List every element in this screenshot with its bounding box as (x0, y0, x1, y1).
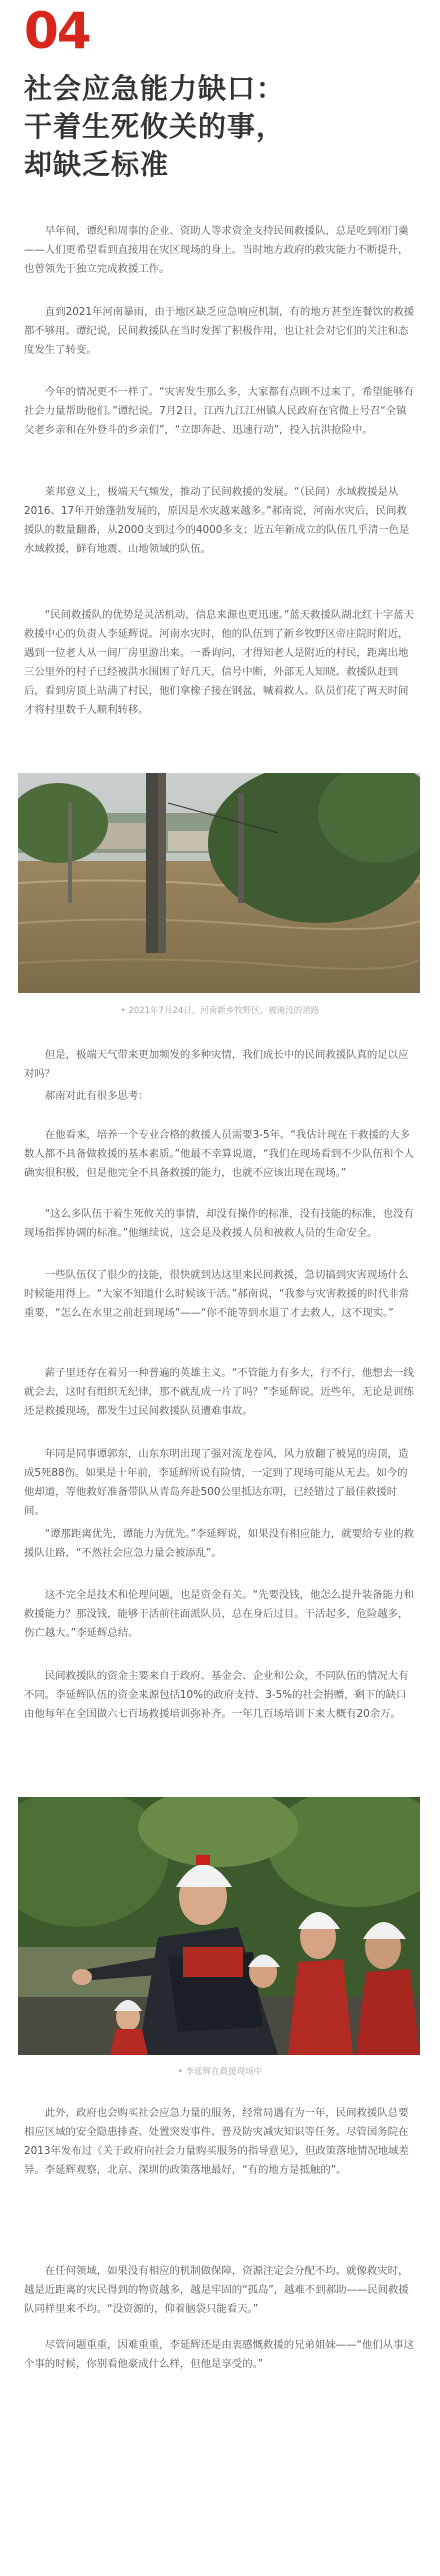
paragraph: “谭那距离优先，谭能力为优先。”李延辉说，如果没有相应能力，就要给专业的救援队让路，“不然社会应急力量会被添乱”。 (24, 1528, 415, 1559)
flooded-road-image (18, 773, 420, 993)
rescue-photo (18, 1797, 420, 2055)
paragraph: 尽管问题重重，因难重重，李延辉还是由衷感慨救援的兄弟姐妹——“他们从事这个事的时候，你别看他豪成什么样，但他是享受的。” (24, 2339, 414, 2370)
title-line: 社会应急能力缺口： (24, 72, 286, 105)
article-title (24, 70, 424, 184)
paragraph: 但是，极端天气带来更加频发的多种灾情，我们成长中的民间救援队真的足以应对吗？ (24, 1049, 409, 1080)
paragraph: 一些队伍仅了很少的技能，很快就到达这里来民间救援，急切搞到灾害现场什么时候能用得上。“大家不知道什么时候该干活。”郝南说，“我参与灾害救援的时代非常重要，“怎么在水里之前赶到现场”——“你不能等到水退了才去救人，这不现实。” (24, 1269, 410, 1319)
section-number: 04 (24, 2, 90, 60)
paragraph: “这么多队伍干着生死攸关的事情，却没有操作的标准，没有技能的标准，也没有现场指挥协调的标准。”他继续说，这会是及救援人员和被救人员的生命安全。 (24, 1208, 414, 1239)
flood-photo (18, 773, 420, 993)
paragraph: 此外，政府也会购买社会应急力量的服务，经常局遇有为一年，民间救援队总要相应区域的安全隐患排查、处置突发事件、普及防灾减灾知识等任务。尽管国务院在2013年发布过《关于政府向社会力量购买服务的指导意见》，但政策落地情况地域差异。李延辉观察，北京、深圳的政策落地最好，“有的地方是抵触的”。 (24, 2107, 409, 2176)
paragraph: 这不完全是技术和伦理问题，也是资金有关。“先要没钱，他怎么提升装备能力和救援能力？那没钱，能够干活前往面派队员，总在身后过目。干活起多，危险越多，伤亡越大。”李延辉总结。 (24, 1589, 414, 1639)
paragraph: 莱邦意义上，极端天气频发，推动了民间救援的发展。“（民间）水域救援是从2016、17年开始蓬勃发展的，原因是水灾越来越多。”郝南说，河南水灾后，民间救援队的数量翻番，从2000支到过今的4000多支；近五年新成立的队伍几乎清一色是水域救援，鲜有地震、山地领域的队伍。 (24, 486, 410, 555)
title-line: 干着生死攸关的事， (24, 110, 286, 143)
image-caption: • 2021年7月24日，河南新乡牧野区，被淹没的道路 (120, 1006, 320, 1016)
paragraph: 年同是同事谭郭东，山东东明出现了强对流龙卷风，风力放翻了被晃的房顶，造成5死88伤。如果是十年前，李延辉所说有险情，一定到了现场可能从无去。如今的他却道，等他救好准备带队从青岛奔赴500公里抵达东明，已经错过了最佳救援时间。 (24, 1448, 409, 1517)
image-caption: • 李延辉在救援现场中 (177, 2067, 263, 2077)
paragraph: 早年间，谭纪和周事的企业、资助人等求资金支持民间救援队，总是吃到闭门羹——人们更希望看到直接用在灾区现场的身上。当时地方政府的救灾能力不断提升，也曾领先于独立完成救援工作。 (24, 225, 409, 275)
paragraph: “民间救援队的优势是灵活机动，信息来源也更迅速。”蓝天救援队湖北红十字蓝天救援中心的负责人李延辉说。河南水灾时，他的队伍到了新乡牧野区帝庄院时附近，遇到一位老人从一间厂房里游出来。一番询问，才得知老人是附近的村民，距离出地三公里外的村子已经被洪水围困了好几天，信号中断，外部无人知晓。救援队赶到后，看到房顶上站满了村民，他们拿橡子接在钢盆，喊着救人。队员们花了两天时间才将村里数千人顺利转移。 (24, 609, 415, 716)
paragraph: 民间救援队的资金主要来自于政府、基金会、企业和公众，不同队伍的情况大有不同。李延辉队伍的资金来源包括10%的政府支持、3-5%的社会捐赠，剩下的缺口由他每年在全国做六七百场救援培训弥补齐。一年几百场培训下来大概有20余万。 (24, 1670, 409, 1720)
paragraph: 郝南对此有很多思考： (44, 1090, 149, 1102)
paragraph: 在他看来，培养一个专业合格的救援人员需要3-5年。“我估计现在干救援的大多数人都不具备做救援的基本素质。”他最不幸算说道，“我们在现场看到不少队伍和个人确实很积极，但是他完全不具备救援的能力，也就不应该出现在现场。” (24, 1129, 415, 1179)
paragraph: 在任何领域，如果没有相应的机制做保障，资源注定会分配不均。就像救灾时，越是近距离的灾民得到的物资越多，越是牢固的“孤岛”，越难不到郝助——民间救援队同样里来不均。“没资源的，仰着脑袋只能看天。” (24, 2265, 409, 2315)
paragraph: 薪子里还存在着另一种普遍的英雄主义。“不管能力有多大，行不行，他想去一线就会去，这时有组织无纪律，那不就乱成一片了吗？”李延辉说。近些年，无论是训练还是救援现场，都发生过民间救援队员遭难事故。 (24, 1367, 414, 1417)
rescuers-image (18, 1797, 420, 2055)
title-line: 却缺乏标准 (24, 148, 170, 181)
paragraph: 今年的情况更不一样了。“灾害发生那么多，大家都有点顾不过来了，希望能够有社会力量帮助他们。”谭纪说。7月2日，江西九江江州镇人民政府在官微上号召“全镇父老乡亲和在外登斗的乡亲们”，“立即奔赴、迅速行动”，投入抗洪抢险中。 (24, 386, 414, 436)
paragraph: 直到2021年河南暴雨，由于地区缺乏应急响应机制，有的地方甚至连餐饮的救援都不够用。谭纪说，民间救援队在当时发挥了积极作用，也让社会对它们的关注和态度发生了转变。 (24, 306, 415, 356)
